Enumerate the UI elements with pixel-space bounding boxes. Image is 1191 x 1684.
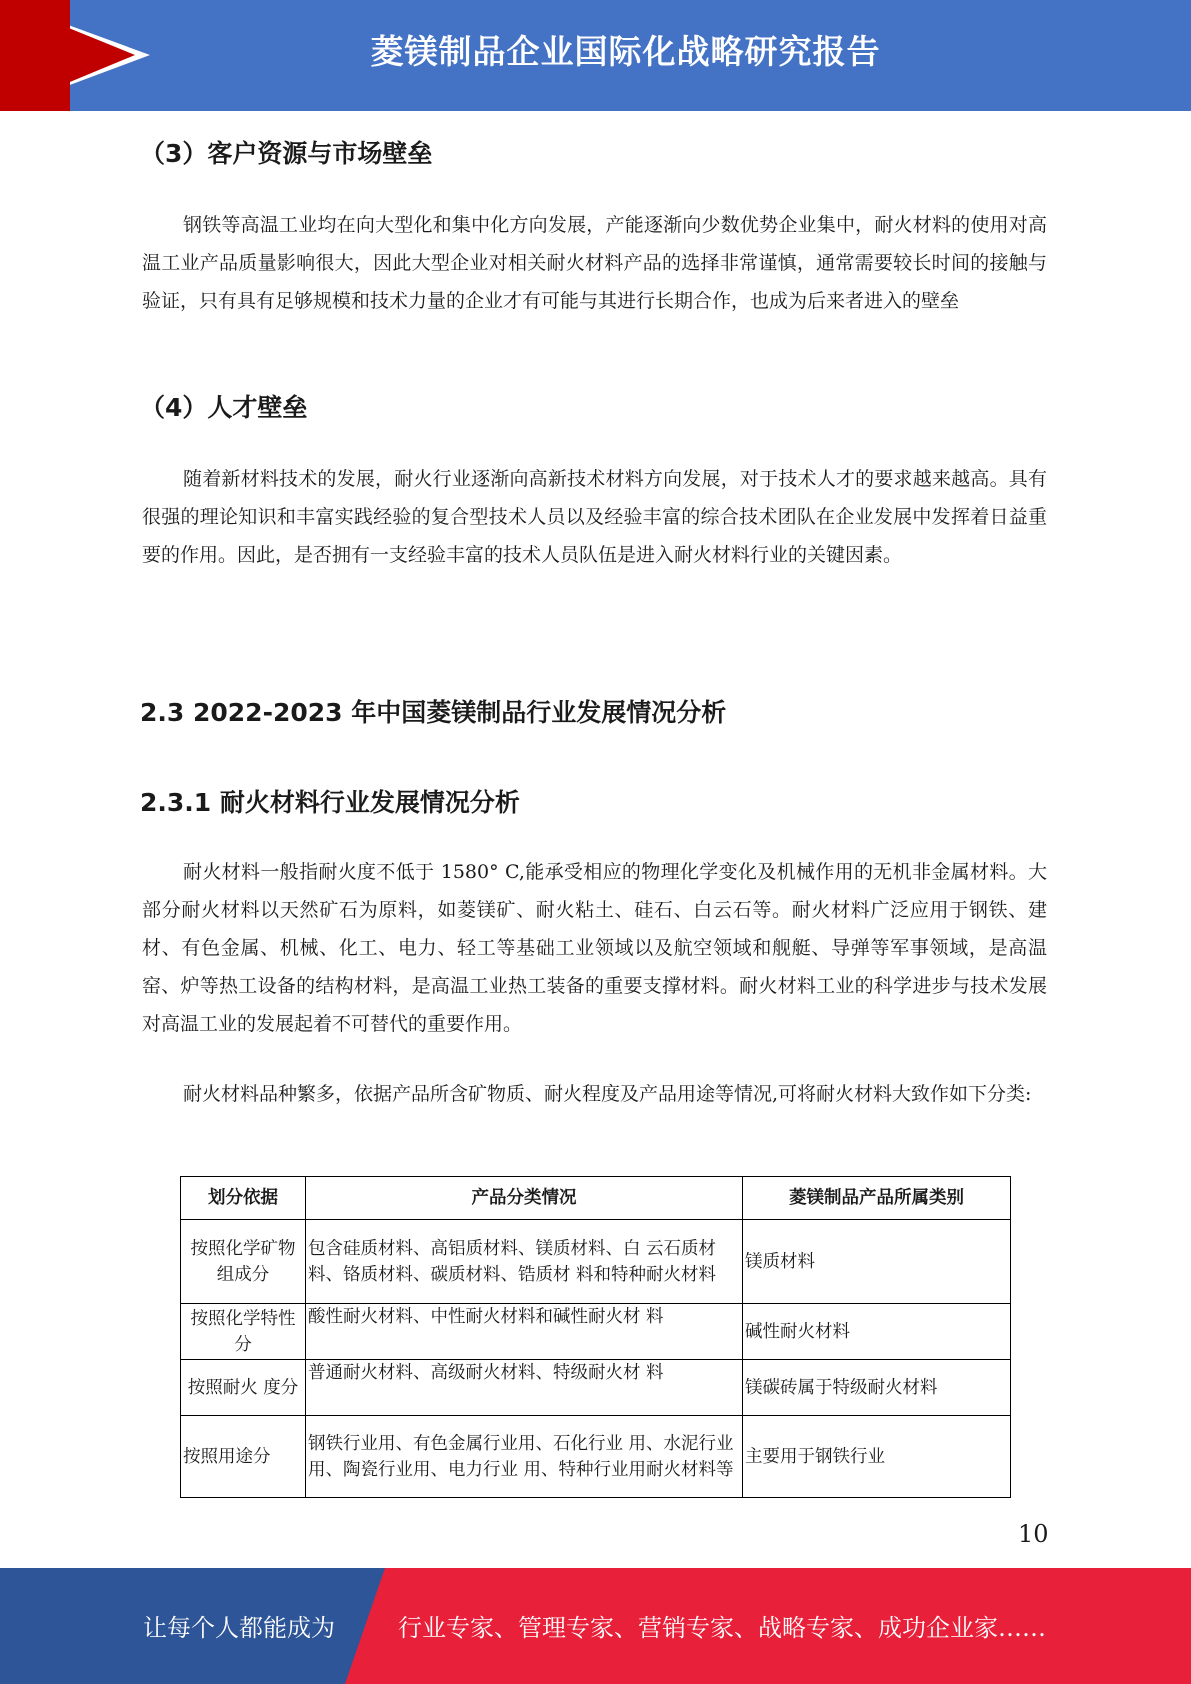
section-heading-customer-barrier: （3）客户资源与市场壁垒 xyxy=(140,139,433,168)
page-footer-banner xyxy=(0,1568,1191,1684)
table-header-cell: 菱镁制品产品所属类别 xyxy=(743,1177,1011,1220)
table-row xyxy=(181,1416,1011,1498)
table-row xyxy=(181,1220,1011,1304)
table-cell-basis: 按照化学特性分 xyxy=(181,1304,306,1360)
footer-slogan-right: 行业专家、管理专家、营销专家、战略专家、成功企业家…… xyxy=(398,1614,1046,1642)
table-cell-category: 主要用于钢铁行业 xyxy=(743,1416,1011,1498)
classification-table xyxy=(180,1176,1011,1498)
table-cell-classification: 普通耐火材料、高级耐火材料、特级耐火材 料 xyxy=(306,1360,743,1416)
table-header-cell: 产品分类情况 xyxy=(306,1177,743,1220)
table-header-cell: 划分依据 xyxy=(181,1177,306,1220)
paragraph-refractory-classification-intro: 耐火材料品种繁多，依据产品所含矿物质、耐火程度及产品用途等情况,可将耐火材料大致作如下分类: xyxy=(183,1083,1032,1105)
footer-slogan-left: 让每个人都能成为 xyxy=(143,1614,335,1642)
table-cell-classification: 酸性耐火材料、中性耐火材料和碱性耐火材 料 xyxy=(306,1304,743,1360)
section-heading-talent-barrier: （4）人才壁垒 xyxy=(140,393,308,422)
section-heading-2-3: 2.3 2022-2023 年中国菱镁制品行业发展情况分析 xyxy=(140,698,727,727)
table-cell-basis: 按照用途分 xyxy=(181,1416,306,1498)
table-cell-basis: 按照耐火 度分 xyxy=(181,1360,306,1416)
paragraph-talent-barrier: 随着新材料技术的发展，耐火行业逐渐向高新技术材料方向发展，对于技术人才的要求越来越高。具有很强的理论知识和丰富实践经验的复合型技术人员以及经验丰富的综合技术团队在企业发展中发挥着日益重要的作用。因此，是否拥有一支经验丰富的技术人员队伍是进入耐火材料行业的关键因素。 xyxy=(142,468,1047,566)
paragraph-customer-barrier: 钢铁等高温工业均在向大型化和集中化方向发展，产能逐渐向少数优势企业集中，耐火材料的使用对高温工业产品质量影响很大，因此大型企业对相关耐火材料产品的选择非常谨慎，通常需要较长时间的接触与验证，只有具有足够规模和技术力量的企业才有可能与其进行长期合作，也成为后来者进入的壁垒 xyxy=(142,214,1047,312)
table-row xyxy=(181,1304,1011,1360)
section-heading-2-3-1: 2.3.1 耐火材料行业发展情况分析 xyxy=(140,788,520,817)
paragraph-refractory-definition: 耐火材料一般指耐火度不低于 1580° C,能承受相应的物理化学变化及机械作用的无机非金属材料。大部分耐火材料以天然矿石为原料，如菱镁矿、耐火粘土、硅石、白云石等。耐火材料广泛应用于钢铁、建材、有色金属、机械、化工、电力、轻工等基础工业领域以及航空领域和舰艇、导弹等军事领域，是高温窑、炉等热工设备的结构材料，是高温工业热工装备的重要支撑材料。耐火材料工业的科学进步与技术发展对高温工业的发展起着不可替代的重要作用。 xyxy=(142,861,1047,1035)
table-cell-classification: 钢铁行业用、有色金属行业用、石化行业 用、水泥行业用、陶瓷行业用、电力行业 用、特种行业用耐火材料等 xyxy=(306,1416,743,1498)
table-cell-category: 碱性耐火材料 xyxy=(743,1304,1011,1360)
table-cell-classification: 包含硅质材料、高铝质材料、镁质材料、白 云石质材料、铬质材料、碳质材料、锆质材 料和特种耐火材料 xyxy=(306,1220,743,1304)
table-header-row xyxy=(181,1177,1011,1220)
page-header-banner xyxy=(0,0,1191,111)
page-number: 10 xyxy=(1018,1520,1049,1548)
table-cell-category: 镁质材料 xyxy=(743,1220,1011,1304)
table-cell-category: 镁碳砖属于特级耐火材料 xyxy=(743,1360,1011,1416)
report-title: 菱镁制品企业国际化战略研究报告 xyxy=(370,32,881,71)
table-row xyxy=(181,1360,1011,1416)
table-cell-basis: 按照化学矿物组成分 xyxy=(181,1220,306,1304)
